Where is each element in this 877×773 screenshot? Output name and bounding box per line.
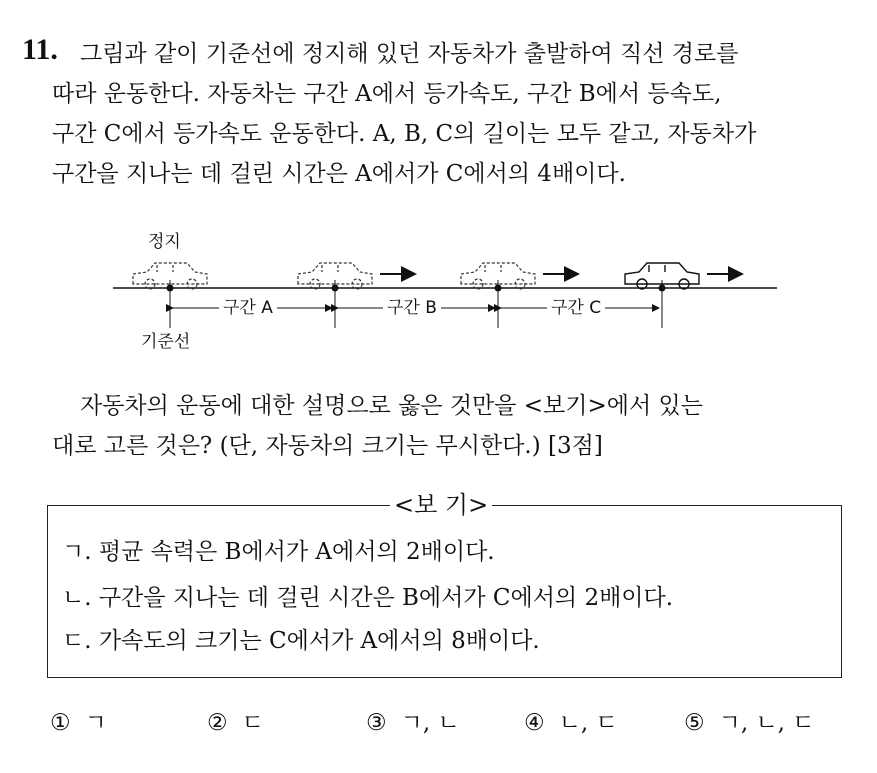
prompt-line: 대로 고른 것은? (단, 자동차의 크기는 무시한다.) [3점] xyxy=(52,433,603,459)
statement-digeut xyxy=(62,626,540,656)
choice-text: ㄱ, ㄴ xyxy=(400,710,460,736)
stem-line: 그림과 같이 기준선에 정지해 있던 자동차가 출발하여 직선 경로를 xyxy=(80,41,739,67)
statement-text: 가속도의 크기는 C에서가 A에서의 8배이다. xyxy=(98,628,540,654)
statement-marker: ㄷ. xyxy=(62,628,92,654)
segment-c-label: 구간 C xyxy=(547,298,605,318)
question-stem xyxy=(52,34,852,194)
statement-marker: ㄴ. xyxy=(62,585,92,611)
car-marker-dot xyxy=(659,285,666,292)
segment-a-label: 구간 A xyxy=(219,298,277,318)
choice-mark: ① xyxy=(50,710,71,736)
choice-3[interactable] xyxy=(366,705,460,741)
choice-mark: ② xyxy=(207,710,228,736)
prompt-line: 자동차의 운동에 대한 설명으로 옳은 것만을 <보기>에서 있는 xyxy=(80,393,703,419)
statement-text: 구간을 지나는 데 걸린 시간은 B에서가 C에서의 2배이다. xyxy=(98,585,674,611)
choice-mark: ⑤ xyxy=(684,710,705,736)
stem-line: 구간 C에서 등가속도 운동한다. A, B, C의 길이는 모두 같고, 자동차가 xyxy=(52,121,757,147)
stem-line: 따라 운동한다. 자동차는 구간 A에서 등가속도, 구간 B에서 등속도, xyxy=(52,81,722,107)
choice-text: ㄱ xyxy=(84,710,107,736)
baseline-label: 기준선 xyxy=(141,332,191,352)
choice-mark: ③ xyxy=(366,710,387,736)
car-marker-dot xyxy=(332,285,339,292)
choice-text: ㄴ, ㄷ xyxy=(558,710,618,736)
question-number: 11. xyxy=(22,33,58,66)
answer-choices xyxy=(0,705,877,745)
bogi-title: <보 기> xyxy=(390,488,492,522)
statement-nieun xyxy=(62,583,673,613)
stop-label: 정지 xyxy=(148,232,181,252)
choice-2[interactable] xyxy=(207,705,264,741)
question-prompt xyxy=(52,386,852,466)
car-marker-dot xyxy=(167,285,174,292)
choice-1[interactable] xyxy=(50,705,107,741)
choice-text: ㄱ, ㄴ, ㄷ xyxy=(718,710,815,736)
choice-5[interactable] xyxy=(684,705,815,741)
statement-giyeok xyxy=(62,537,495,567)
figure-drawing xyxy=(95,228,795,358)
statement-text: 평균 속력은 B에서가 A에서의 2배이다. xyxy=(98,539,495,565)
choice-text: ㄷ xyxy=(241,710,264,736)
statement-marker: ㄱ. xyxy=(62,539,92,565)
motion-figure xyxy=(95,228,795,358)
car-marker-dot xyxy=(495,285,502,292)
choice-mark: ④ xyxy=(524,710,545,736)
segment-b-label: 구간 B xyxy=(383,298,441,318)
stem-line: 구간을 지나는 데 걸린 시간은 A에서가 C에서의 4배이다. xyxy=(52,161,626,187)
choice-4[interactable] xyxy=(524,705,618,741)
